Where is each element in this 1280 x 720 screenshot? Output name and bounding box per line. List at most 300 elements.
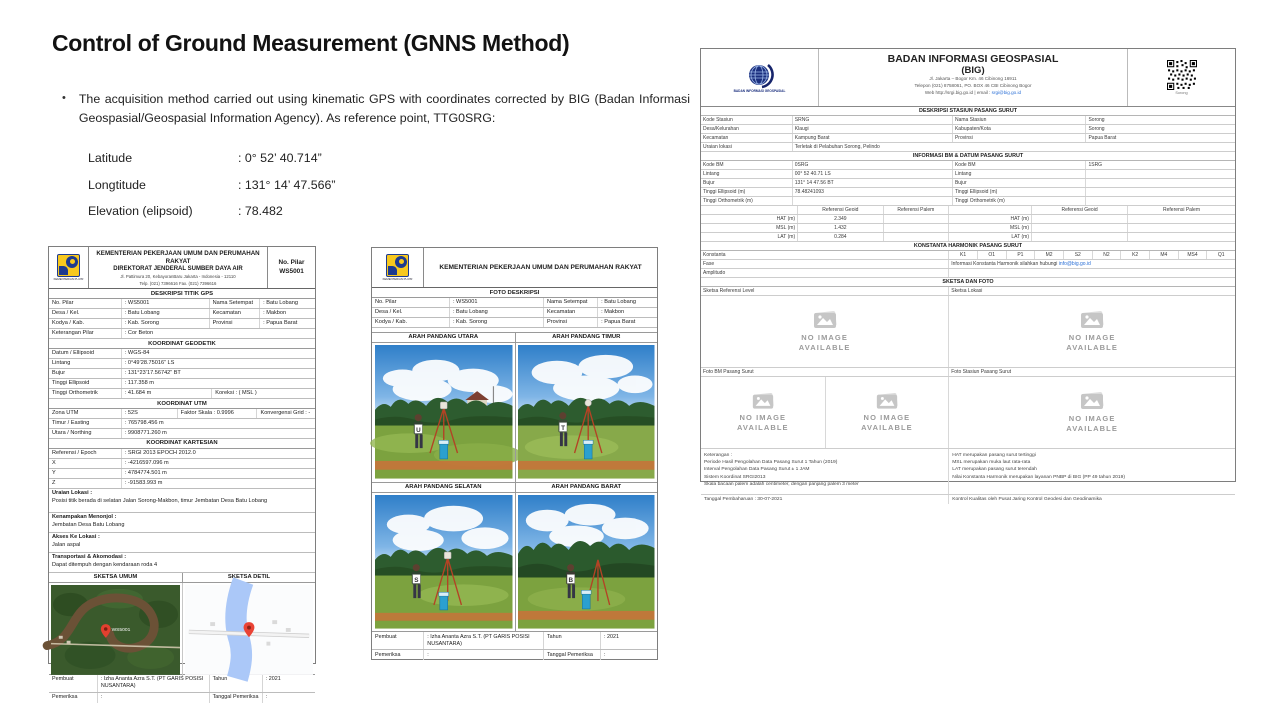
agency-name: BADAN INFORMASI GEOSPASIAL (887, 53, 1059, 65)
no-image-row (701, 296, 1235, 368)
sketch-headers (49, 573, 315, 583)
harmonic-q1: Q1 (1206, 251, 1235, 259)
cell-label: Konstanta (703, 252, 726, 258)
table-row (49, 359, 315, 369)
pupr-logo-cell (372, 248, 424, 287)
keterangan-line: MSL merupakan muka laut rata-rata (952, 459, 1031, 465)
foto-bm-placeholder-2 (825, 377, 949, 448)
cell-label: Tanggal Pemeriksa (209, 693, 262, 703)
cell-label: Uraian lokasi (703, 144, 732, 150)
cell-label: X (52, 459, 56, 466)
table-row (49, 329, 315, 339)
harmonic-ms4: MS4 (1178, 251, 1207, 259)
keterangan-line: LAT merupakan pasang surut terendah (952, 467, 1037, 473)
cell-label: Tinggi Orthometrik (m) (952, 197, 1086, 205)
header-center (89, 247, 267, 288)
cell-value: Papua Barat (1085, 134, 1235, 142)
cell-value: : Cor Beton (121, 329, 315, 338)
cell-value: : WS5001 (121, 299, 209, 308)
foto-bm-placeholder-1 (701, 377, 825, 448)
harmonic-m2: M2 (1034, 251, 1063, 259)
sketch-row (49, 583, 315, 675)
coordinate-row-longtitude (88, 179, 336, 192)
no-image-icon (1079, 391, 1105, 411)
cell-value: : 765798.456 m (121, 419, 315, 428)
cell-value: Klaugi (792, 125, 952, 133)
cell-label: Lintang (952, 170, 1086, 178)
cell-value: Terletak di Pelabuhan Sorong, Pelindo (792, 143, 1235, 151)
amplitudo-row (701, 269, 1235, 278)
harmonic-o1: O1 (977, 251, 1006, 259)
cell-empty (883, 224, 949, 232)
cell-value: 00° 52 40.71 LS (792, 170, 952, 178)
cell-label: Kodya / Kab. (375, 318, 408, 325)
note-akses (49, 533, 315, 553)
field-photo-graphic (518, 345, 655, 479)
cell-value: : Makbon (597, 308, 657, 317)
pin-label: WS5001 (111, 627, 131, 633)
cell-value: 1.432 (797, 224, 882, 232)
table-row (49, 409, 315, 419)
direction-sign-letter: S (413, 576, 419, 584)
cell-value: : -91583.993 m (121, 479, 315, 488)
qr-cell (1127, 49, 1235, 106)
cell-label: Tinggi Orthometrik (m) (703, 198, 753, 204)
directorate-name: DIREKTORAT JENDERAL SUMBER DAYA AIR (113, 265, 243, 272)
big-logo-cell (701, 49, 819, 106)
pillar-number-box (267, 247, 315, 288)
note-title: Transportasi & Akomodasi : (52, 554, 127, 561)
cell-empty (1127, 233, 1235, 241)
cell-value: Konvergensi Grid : - (256, 409, 315, 418)
cell-label: Pemeriksa (375, 651, 401, 658)
note-uraian-lokasi (49, 489, 315, 513)
table-row (701, 161, 1235, 170)
cell-value: : Batu Lobang (259, 299, 315, 308)
cell-value: : 2021 (600, 632, 657, 649)
cell-empty (948, 269, 1235, 277)
note-kenampakan (49, 513, 315, 533)
cell-value: 131° 14 47.56 BT (792, 179, 952, 187)
pupr-logo-icon (386, 254, 409, 277)
cell-label: Z (52, 479, 56, 486)
table-row (49, 469, 315, 479)
footer-row (372, 632, 657, 650)
sketsa-referensi-label: Sketsa Referensi Level (703, 288, 755, 294)
cell-value: : Papua Barat (597, 318, 657, 327)
cell-value: : Batu Lobang (121, 309, 209, 318)
no-image-line: AVAILABLE (1066, 424, 1118, 433)
ministry-name: KEMENTERIAN PEKERJAAN UMUM DAN PERUMAHAN RAKYAT (439, 263, 642, 271)
reference-header-row (701, 206, 1235, 215)
cell-empty (883, 233, 949, 241)
cell-label: Kode BM (952, 161, 1086, 169)
view-header-utara: ARAH PANDANG UTARA (408, 334, 479, 341)
keterangan-line: Keterangan : (704, 452, 733, 458)
harmonic-s2: S2 (1063, 251, 1092, 259)
section-deskripsi-stasiun: DESKRIPSI STASIUN PASANG SURUT (701, 107, 1235, 116)
coordinate-value: : 0° 52’ 40.714” (238, 151, 322, 165)
table-row (701, 197, 1235, 206)
note-title: Kenampakan Menonjol : (52, 514, 117, 521)
cell-value: Faktor Skala : 0.9996 (177, 409, 257, 418)
cell-label: Referensi / Epoch (52, 449, 97, 456)
cell-label: Desa / Kel. (52, 310, 80, 317)
table-row (49, 319, 315, 329)
satellite-sketch-image (49, 583, 182, 677)
cell-label: Kecamatan (543, 308, 597, 317)
cell-value: Kampung Barat (792, 134, 952, 142)
big-globe-logo-icon (746, 61, 774, 89)
cell-value: SRNG (792, 116, 952, 124)
section-sketsa-umum: SKETSA UMUM (93, 574, 138, 581)
cell-label: Kode BM (703, 162, 724, 168)
photo-description-document (371, 247, 658, 660)
document-header (372, 248, 657, 288)
keterangan-line: HAT merupakan pasang surut tertinggi (952, 452, 1036, 458)
satellite-map-graphic (51, 585, 180, 675)
cell-label: Tanggal Pemeriksa (543, 650, 600, 660)
coordinate-label: Elevation (elipsoid) (88, 204, 193, 218)
harmonic-m4: M4 (1149, 251, 1178, 259)
table-row (49, 479, 315, 489)
address-line: Jl. Jakarta – Bogor Km. 46 Cibinong 16911 (929, 76, 1017, 82)
cell-label: Keterangan Pilar (52, 330, 94, 337)
section-informasi-bm: INFORMASI BM & DATUM PASANG SURUT (701, 152, 1235, 161)
cell-label: Tahun (543, 632, 600, 649)
cell-label: Tinggi Ellipsoid (52, 380, 90, 387)
ref-geoid-header: Referensi Geoid (797, 206, 882, 214)
cell-label: Timur / Easting (52, 420, 90, 426)
direction-sign-letter: U (415, 427, 421, 435)
footer-date: Tanggal Pembaharuan : 30-07-2021 (704, 497, 783, 502)
phone-line: Telepon (021) 8758061, PO. BOX 46 CBI Cibinong Bogor (914, 83, 1032, 89)
photo-row (372, 343, 657, 483)
cell-label: LAT (m) (777, 234, 796, 240)
cell-label: Lintang (703, 171, 720, 177)
cell-value: 0.284 (797, 233, 882, 241)
pupr-logo-caption: KEMENTERIAN PU-PR (382, 276, 413, 281)
fase-row (701, 260, 1235, 269)
coordinate-row-elevation (88, 205, 336, 218)
cell-label: MSL (m) (776, 225, 796, 231)
detail-map-graphic (185, 585, 313, 675)
table-row (701, 188, 1235, 197)
cell-value: : 131°23’17.56742” BT (121, 369, 315, 378)
phone-line: Telp. (021) 7396616 Fax. (021) 7396616 (139, 280, 217, 286)
email-link[interactable]: info@big.go.id (1058, 261, 1091, 267)
field-photo-barat (515, 493, 658, 632)
cell-value: : (423, 650, 543, 660)
table-row (701, 215, 1235, 224)
table-row (701, 125, 1235, 134)
coordinate-list (88, 152, 336, 232)
coordinate-value: : 131° 14’ 47.566” (238, 177, 336, 192)
cell-label: Amplitudo (703, 270, 726, 276)
cell-label: Bujur (52, 370, 66, 377)
keterangan-line: Sistem Koordinat SRGI2013 (704, 474, 766, 480)
field-photo-selatan (372, 493, 515, 632)
cell-label: Datum / Ellipsoid (52, 350, 94, 357)
table-row (49, 309, 315, 319)
no-image-icon (751, 392, 775, 410)
cell-value (1031, 224, 1127, 232)
direction-sign-letter: T (561, 425, 565, 433)
footer-quality: Kontrol Kualitas oleh Pusat Jaring Kontrol Geodesi dan Geodinamika (948, 495, 1235, 504)
table-row (372, 318, 657, 328)
cell-label: Kodya / Kab. (52, 320, 85, 327)
foto-bm-label: Foto BM Pasang Surut (703, 369, 754, 375)
cell-label: Desa / Kel. (375, 308, 403, 315)
document-footer (701, 495, 1235, 504)
no-image-placeholder (799, 310, 851, 353)
cell-value: Sorong (1085, 125, 1235, 133)
table-row (701, 179, 1235, 188)
footer-row (372, 650, 657, 660)
ref-palem-header: Referensi Palem (1127, 206, 1235, 214)
note-transportasi (49, 553, 315, 573)
cell-value: : 4784774.501 m (121, 469, 315, 478)
no-image-placeholder (1066, 391, 1118, 434)
header-center (424, 248, 657, 287)
harmonic-p1: P1 (1006, 251, 1035, 259)
sketsa-lokasi-placeholder (948, 296, 1235, 367)
sketsa-referensi-placeholder (701, 296, 948, 367)
cell-label: LAT (m) (948, 233, 1031, 241)
cell-label: Fase (703, 261, 715, 267)
no-image-line: AVAILABLE (861, 423, 913, 433)
harmonic-k1: K1 (948, 251, 977, 259)
note-title: Akses Ke Lokasi : (52, 534, 100, 541)
cell-value: : Papua Barat (259, 319, 315, 328)
coordinate-label: Latitude (88, 151, 133, 165)
keterangan-line: Interval Pengolahan Data Pasang Surut ± 1 JAM (704, 467, 810, 473)
cell-extra: Koreksi : ( MSL ) (211, 389, 315, 398)
cell-value: : -4216597.096 m (121, 459, 315, 468)
cell-label: Bujur (952, 179, 1086, 187)
ref-geoid-header: Referensi Geoid (1031, 206, 1127, 214)
no-image-line: NO IMAGE (801, 332, 848, 342)
cell-label: Pemeriksa (52, 694, 78, 701)
section-koordinat-geodetik: KOORDINAT GEODETIK (49, 339, 315, 349)
cell-value: : (600, 650, 657, 660)
ministry-name: KEMENTERIAN PEKERJAAN UMUM DAN PERUMAHAN RAKYAT (96, 250, 260, 265)
cell-label: Tinggi Ellipsoid (m) (703, 189, 746, 195)
cell-empty (883, 215, 949, 223)
cell-label: Zona UTM (52, 410, 79, 417)
cell-value (1085, 170, 1235, 178)
note-body: Jembatan Desa Batu Lobang (52, 521, 125, 528)
cell-value: : (97, 693, 209, 703)
view-header-selatan: ARAH PANDANG SELATAN (404, 484, 482, 491)
cell-value: : SRGI 2013 EPOCH 2012.0 (121, 449, 315, 458)
cell-label: Kabupaten/Kota (952, 125, 1086, 133)
table-row (372, 298, 657, 308)
cell-value: 2.349 (797, 215, 882, 223)
no-image-line: AVAILABLE (736, 423, 789, 433)
bullet-paragraph (62, 90, 690, 128)
note-title: Uraian Lokasi : (52, 490, 93, 497)
cell-value: 78.48241093 (792, 188, 952, 196)
gps-description-document (48, 246, 316, 701)
no-image-placeholder (861, 392, 913, 434)
cell-label: Nama Setempat (209, 299, 260, 308)
pillar-label: No. Pilar (278, 258, 305, 266)
table-row (701, 233, 1235, 242)
document-header (49, 247, 315, 289)
table-row (49, 459, 315, 469)
email-link[interactable]: srgi@big.go.id (991, 90, 1022, 96)
field-photo-graphic (375, 345, 513, 479)
harmonic-k2: K2 (1120, 251, 1149, 259)
cell-label: Nama Setempat (543, 298, 597, 307)
cell-label: Bujur (703, 180, 715, 186)
detail-sketch-image (182, 583, 315, 677)
keterangan-right (948, 449, 1235, 494)
field-photo-utara (372, 343, 515, 482)
cell-label: Kecamatan (209, 309, 260, 318)
harmonics-header-row (701, 251, 1235, 260)
cell-label: Provinsi (952, 134, 1086, 142)
web-line (819, 90, 1127, 97)
cell-label: Tinggi Orthometrik (52, 390, 98, 397)
table-row (49, 449, 315, 459)
no-image-line: NO IMAGE (1068, 413, 1116, 423)
document-header (701, 49, 1235, 107)
photo-row (372, 493, 657, 633)
pupr-logo-icon (57, 254, 80, 277)
keterangan-line: Periode Hasil Pengolahan Data Pasang Surut 1 Tahun (2019) (704, 459, 838, 465)
cell-value (1085, 197, 1235, 205)
cell-value (1031, 215, 1127, 223)
table-row (49, 369, 315, 379)
cell-value: : Izha Ananta Azra S.T. (PT GARIS POSISI NUSANTARA) (423, 632, 543, 649)
section-sketsa-dan-foto: SKETSA DAN FOTO (701, 278, 1235, 287)
cell-value: : 117.358 m (121, 379, 315, 388)
cell-value: : Izha Ananta Azra S.T. (PT GARIS POSISI NUSANTARA) (97, 675, 209, 692)
cell-value: : Kab. Sorong (121, 319, 209, 328)
pupr-logo-cell (49, 247, 89, 288)
field-photo-timur (515, 343, 658, 482)
qr-caption: Sorong (1175, 91, 1188, 95)
web-text: Web http://srgi.big.go.id | email : (924, 90, 992, 96)
coordinate-value: : 78.482 (238, 204, 283, 218)
page-title: Control of Ground Measurement (GNNS Method) (52, 30, 570, 56)
cell-value (792, 197, 952, 205)
no-image-line: AVAILABLE (1066, 343, 1118, 352)
cell-label: HAT (m) (948, 215, 1031, 223)
address-line: Jl. Pattimura 20, KebayoranBaru Jakarta - Indonesia - 12110 (120, 274, 236, 279)
coordinate-label: Longtitude (88, 177, 146, 192)
table-row (49, 429, 315, 439)
cell-label: No. Pilar (52, 300, 74, 307)
footer-row (49, 675, 315, 693)
qr-code-icon (1167, 60, 1197, 90)
fase-text: Informasi Konstanta Harmonik silahkan hubungi (951, 261, 1059, 267)
cell-value: : Batu Lobang (449, 308, 543, 317)
pupr-logo-caption: KEMENTERIAN PU-PR (53, 277, 84, 282)
no-image-icon (1079, 310, 1105, 330)
cell-empty (948, 206, 1031, 214)
keterangan-line: Skala bacaan palem adalah centimeter, dengan panjang palem 3 meter (704, 481, 859, 487)
cell-label: Desa/Kelurahan (703, 126, 739, 132)
table-row (49, 349, 315, 359)
table-row (701, 116, 1235, 125)
cell-label: Nama Stasiun (952, 116, 1086, 124)
no-image-line: NO IMAGE (1068, 332, 1116, 342)
field-photo-graphic (375, 495, 513, 629)
table-row (372, 308, 657, 318)
cell-label: Pembuat (375, 633, 397, 640)
no-image-row (701, 377, 1235, 449)
cell-label: Provinsi (209, 319, 260, 328)
pillar-value: WS5001 (279, 267, 304, 275)
cell-value: Sorong (1085, 116, 1235, 124)
table-row (49, 299, 315, 309)
cell-value (1031, 233, 1127, 241)
section-koordinat-utm: KOORDINAT UTM (49, 399, 315, 409)
view-header-timur: ARAH PANDANG TIMUR (515, 333, 658, 342)
section-deskripsi-titik-gps: DESKRIPSI TITIK GPS (49, 289, 315, 299)
note-body: Posisi titik berada di selatan Jalan Sorong-Makbon, timur Jembatan Desa Batu Lobang (52, 497, 268, 504)
cell-label: Y (52, 469, 56, 476)
cell-empty (1127, 224, 1235, 232)
keterangan-row (701, 449, 1235, 495)
no-image-icon (875, 392, 899, 410)
view-headers-south-west (372, 483, 657, 493)
cell-empty (701, 206, 797, 214)
bullet-marker: • (62, 92, 66, 104)
cell-label: Pembuat (52, 676, 74, 683)
cell-value: : 9908771.260 m (121, 429, 315, 438)
cell-label: Tahun (209, 675, 262, 692)
table-row (49, 419, 315, 429)
cell-label: Lintang (52, 360, 71, 367)
note-body: Jalan aspal (52, 541, 81, 548)
cell-value: : 0°49’28.75016” LS (121, 359, 315, 368)
cell-value (948, 260, 1235, 268)
cell-label: MSL (m) (948, 224, 1031, 232)
cell-label: Provinsi (543, 318, 597, 327)
section-foto-deskripsi: FOTO DESKRIPSI (372, 288, 657, 298)
no-image-placeholder (1066, 310, 1118, 353)
view-header-barat: ARAH PANDANG BARAT (515, 483, 658, 492)
cell-value (1085, 179, 1235, 187)
cell-value: : 41.684 m (121, 389, 211, 398)
foto-stasiun-label: Foto Stasiun Pasang Surut (948, 368, 1235, 376)
table-row (49, 389, 315, 399)
sketch-labels-row (701, 287, 1235, 296)
keterangan-line: Nilai Konstanta Harmonik merupakan layanan PNBP di BIG (PP 49 tahun 2019) (952, 474, 1125, 480)
cell-label: Kode Stasiun (703, 117, 733, 123)
table-row (701, 143, 1235, 152)
cell-value (1085, 188, 1235, 196)
field-photo-graphic (518, 495, 655, 629)
agency-abbrev: (BIG) (961, 65, 985, 77)
section-konstanta-harmonik: KONSTANTA HARMONIK PASANG SURUT (701, 242, 1235, 251)
cell-label: Kecamatan (703, 135, 729, 141)
keterangan-left (701, 449, 948, 494)
footer-row (49, 693, 315, 703)
cell-value: 0SRG (792, 161, 952, 169)
cell-value: : Makbon (259, 309, 315, 318)
cell-label: Utara / Northing (52, 429, 92, 436)
cell-value: : (262, 693, 315, 703)
direction-sign-letter: B (568, 576, 574, 584)
ref-palem-header: Referensi Palem (883, 206, 949, 214)
table-row (701, 170, 1235, 179)
photo-labels-row (701, 368, 1235, 377)
